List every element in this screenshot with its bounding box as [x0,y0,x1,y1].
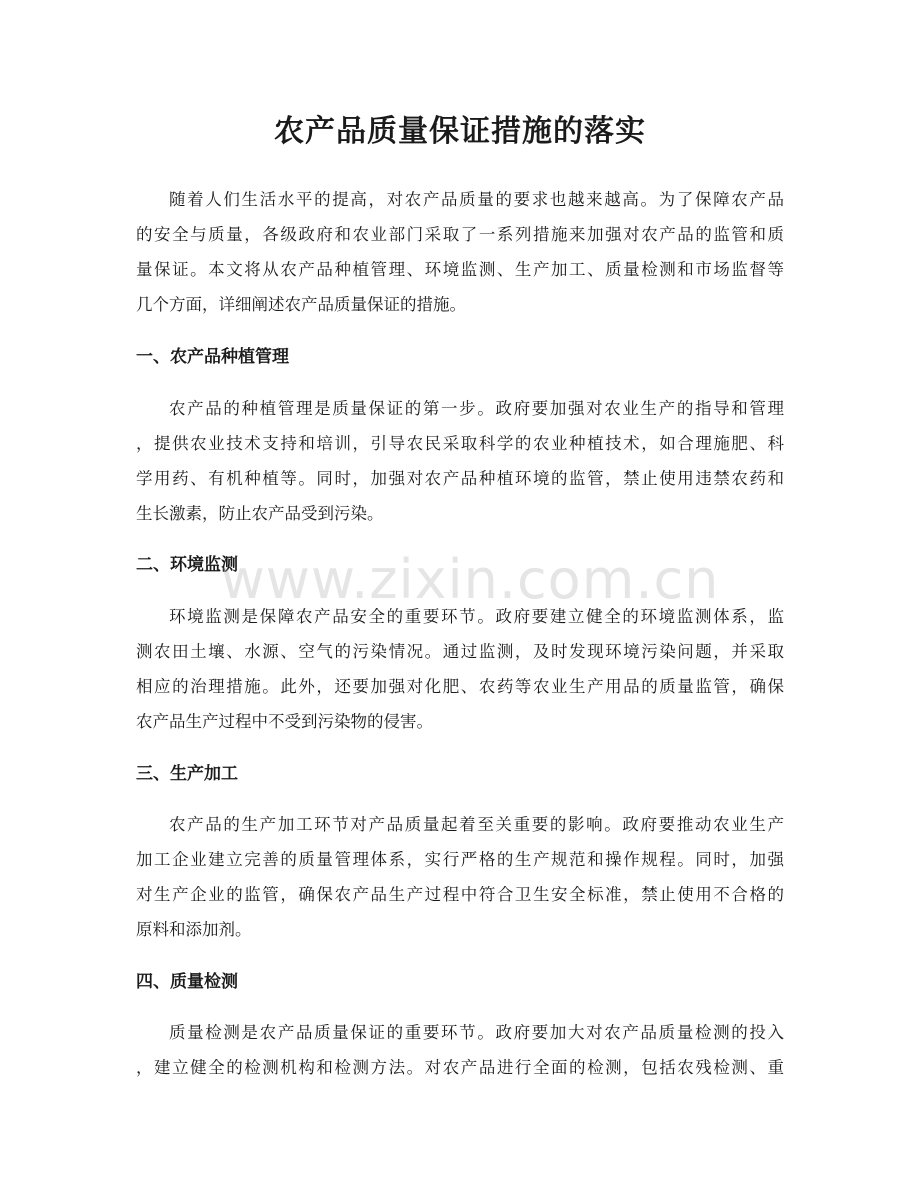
paragraph-line: 农产品生产过程中不受到污染物的侵害。 [136,712,433,731]
section-heading-inspection: 四、质量检测 [136,972,238,992]
intro-paragraph [136,182,784,322]
paragraph-line: 的安全与质量，各级政府和农业部门采取了一系列措施来加强对农产品的监管和质 [136,225,784,244]
paragraph-line: 质量检测是农产品质量保证的重要环节。政府要加大对农产品质量检测的投入 [169,1023,784,1042]
document-title: 农产品质量保证措施的落实 [274,114,646,149]
section-paragraph-planting [136,391,784,531]
paragraph-line: 农产品的种植管理是质量保证的第一步。政府要加强对农业生产的指导和管理 [169,399,784,418]
section-paragraph-inspection [136,1015,784,1085]
paragraph-line: 量保证。本文将从农产品种植管理、环境监测、生产加工、质量检测和市场监督等 [136,260,784,279]
paragraph-line: 环境监测是保障农产品安全的重要环节。政府要建立健全的环境监测体系，监 [169,607,784,626]
watermark: www.zixin.com.cn [220,548,720,611]
paragraph-line: 几个方面，详细阐述农产品质量保证的措施。 [136,295,466,314]
paragraph-line: 对生产企业的监管，确保农产品生产过程中符合卫生安全标准，禁止使用不合格的 [136,885,784,904]
paragraph-line: 加工企业建立完善的质量管理体系，实行严格的生产规范和操作规程。同时，加强 [136,850,784,869]
section-heading-processing: 三、生产加工 [136,764,238,784]
paragraph-line: 原料和添加剂。 [136,920,252,939]
section-heading-environment: 二、环境监测 [136,555,238,575]
section-heading-planting: 一、农产品种植管理 [136,347,289,367]
paragraph-line: ，提供农业技术支持和培训，引导农民采取科学的农业种植技术，如合理施肥、科 [136,434,784,453]
paragraph-line: 农产品的生产加工环节对产品质量起着至关重要的影响。政府要推动农业生产 [169,815,784,834]
paragraph-line: 生长激素，防止农产品受到污染。 [136,504,384,523]
paragraph-line: 随着人们生活水平的提高，对农产品质量的要求也越来越高。为了保障农产品 [169,190,784,209]
paragraph-line: ，建立健全的检测机构和检测方法。对农产品进行全面的检测，包括农残检测、重 [136,1058,784,1077]
paragraph-line: 相应的治理措施。此外，还要加强对化肥、农药等农业生产用品的质量监管，确保 [136,677,784,696]
paragraph-line: 学用药、有机种植等。同时，加强对农产品种植环境的监管，禁止使用违禁农药和 [136,469,784,488]
paragraph-line: 测农田土壤、水源、空气的污染情况。通过监测，及时发现环境污染问题，并采取 [136,642,784,661]
section-paragraph-environment [136,599,784,739]
section-paragraph-processing [136,807,784,947]
